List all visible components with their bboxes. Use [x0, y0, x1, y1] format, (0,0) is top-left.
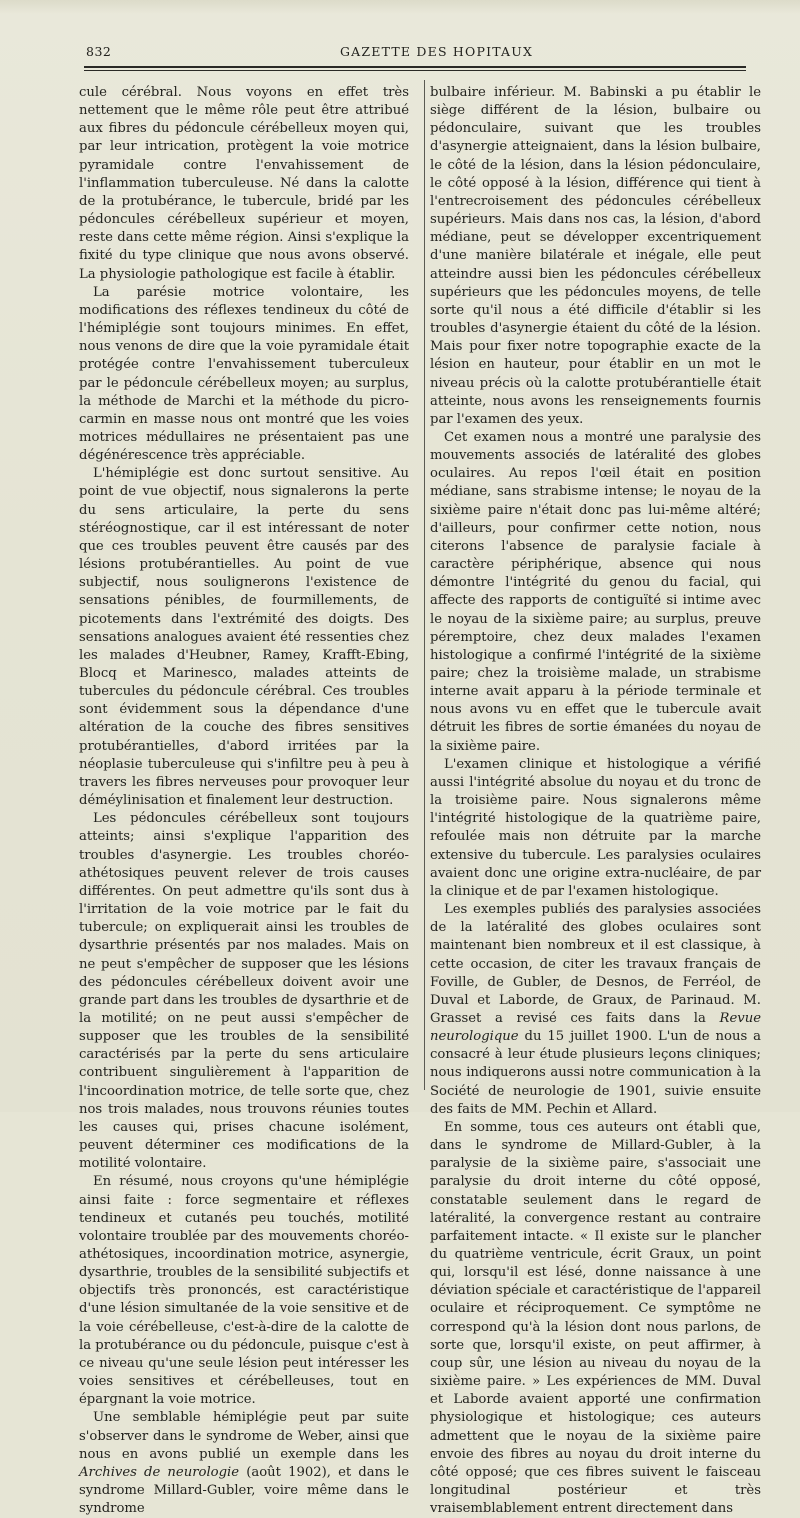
right-column	[430, 84, 761, 1518]
journal-title: Archives de neurologie	[79, 1464, 240, 1480]
paragraph: L'examen clinique et histologique a vérifié aussi l'intégrité absolue du noyau et du tronc de la troisième paire. Nous signalerons même l'intégrité histologique de la quatrième paire, refoulée mais non détruite par la marche extensive du tubercule. Les paralysies oculaires avaient donc une origine extra-nucléaire, de par la clinique et de par l'examen histologique.	[430, 756, 761, 899]
text-run: Les exemples publiés des paralysies associées de la latéralité des globes oculaires sont maintenant bien nombreux et il est classique, à cette occasion, de citer les travaux français de Foville, de Gubler, de Desnos, de Ferréol, de Duval et Laborde, de Graux, de Parinaud. M. Grasset a revisé ces faits dans la	[430, 902, 761, 1026]
paragraph: En somme, tous ces auteurs ont établi que, dans le syndrome de Millard-Gubler, à la paralysie de la sixième paire, s'associait une paralysie du droit interne du côté opposé, constatable seulement dans le regard de latéralité, la convergence restant au contraire parfaitement intacte. « Il existe sur le plancher du quatrième ventricule, écrit Graux, un point qui, lorsqu'il est lésé, donne naissance à une déviation spéciale et caractéristique de l'appareil oculaire et réciproquement. Ce symptôme ne correspond qu'à la lésion dont nous parlons, de sorte que, lorsqu'il existe, on peut affirmer, à coup sûr, une lésion au niveau du noyau de la sixième paire. » Les expériences de MM. Duval et Laborde avaient apporté une confirmation physiologique et histologique; ces auteurs admettent que le noyau de la sixième paire envoie des fibres au noyau du droit interne du côté opposé; que ces fibres suivent le faisceau longitudinal postérieur et très vraisemblablement entrent directement dans	[430, 1119, 761, 1517]
text-run: du 15 juillet 1900. L'un de nous a consacré à leur étude plusieurs leçons cliniques; nous indiquerons aussi notre communication à la Société de neurologie de 1901, suivie ensuite des faits de MM. Pechin et Allard.	[430, 1029, 761, 1117]
paragraph-with-citation	[430, 901, 761, 1119]
header-rule-thick	[84, 66, 746, 68]
paragraph-with-citation	[79, 1409, 409, 1518]
page-top-edge	[0, 0, 800, 14]
paragraph: En résumé, nous croyons qu'une hémiplégie ainsi faite : force segmentaire et réflexes tendineux et cutanés peu touchés, motilité volontaire troublée par des mouvements choréo-athétosiques, incoordination motrice, asynergie, dysarthrie, troubles de la sensibilité subjectifs et objectifs très prononcés, est caractéristique d'une lésion simultanée de la voie sensitive et de la voie cérébelleuse, c'est-à-dire de la calotte de la protubérance ou du pédoncule, puisque c'est à ce niveau qu'une seule lésion peut intéresser les voies sensitives et cérébelleuses, tout en épargnant la voie motrice.	[79, 1174, 409, 1408]
text-run: (août 1902), et dans le syndrome Millard-Gubler, voire même dans le syndrome	[79, 1464, 410, 1517]
paragraph: La parésie motrice volontaire, les modifications des réflexes tendineux du côté de l'hémiplégie sont toujours minimes. En effet, nous venons de dire que la voie pyramidale était protégée contre l'envahissement tuberculeux par le pédoncule cérébelleux moyen; au surplus, la méthode de Marchi et la méthode du picro-carmin en masse nous ont montré que les voies motrices médullaires ne présentaient pas une dégénérescence très appréciable.	[79, 284, 409, 464]
paragraph: Les pédoncules cérébelleux sont toujours atteints; ainsi s'explique l'apparition des troubles d'asynergie. Les troubles choréo-athétosiques peuvent relever de trois causes différentes. On peut admettre qu'ils sont dus à l'irritation de la voie motrice par le fait du tubercule; on expliquerait ainsi les troubles de dysarthrie présentés par nos malades. Mais on ne peut s'empêcher de supposer que les lésions des pédoncules cérébelleux doivent avoir une grande part dans les troubles de dysarthrie et de la motilité; on ne peut aussi s'empêcher de supposer que les troubles de la sensibilité caractérisés par la perte du sens articulaire contribuent singulièrement à l'apparition de l'incoordination motrice, de telle sorte que, chez nos trois malades, nous trouvons réunies toutes les causes qui, prises chacune isolément, peuvent déterminer ces modifications de la motilité volontaire.	[79, 811, 409, 1172]
page-number: 832	[86, 44, 112, 59]
column-divider	[424, 80, 425, 1090]
paragraph: Cet examen nous a montré une paralysie des mouvements associés de latéralité des globes oculaires. Au repos l'œil était en position médiane, sans strabisme intense; le noyau de la sixième paire n'était donc pas lui-même altéré; d'ailleurs, pour confirmer cette notion, nous citerons l'absence de paralysie faciale à caractère périphérique, absence qui nous démontre l'intégrité du genou du facial, qui affecte des rapports de contiguïté si intime avec le noyau de la sixième paire; au surplus, preuve péremptoire, chez deux malades l'examen histologique a confirmé l'intégrité de la sixième paire; chez la troisième malade, un strabisme interne avait apparu à la période terminale et nous avons vu en effet que le tubercule avait détruit les fibres de sortie émanées du noyau de la sixième paire.	[430, 429, 761, 754]
paragraph: bulbaire inférieur. M. Babinski a pu établir le siège différent de la lésion, bulbaire ou pédonculaire, suivant que les troubles d'asynergie atteignaient, dans la lésion bulbaire, le côté de la lésion, dans la lésion pédonculaire, le côté opposé à la lésion, différence qui tient à l'entrecroisement des pédoncules cérébelleux supérieurs. Mais dans nos cas, la lésion, d'abord médiane, peut se développer excentriquement d'une manière bilatérale et inégale, elle peut atteindre aussi bien les pédoncules cérébelleux supérieurs que les pédoncules moyens, de telle sorte qu'il nous a été difficile d'établir si les troubles d'asynergie étaient du côté de la lésion. Mais pour fixer notre topographie exacte de la lésion en hauteur, pour établir en un mot le niveau précis où la calotte protubérantielle était atteinte, nous avons les renseignements fournis par l'examen des yeux.	[430, 85, 761, 427]
header-rule-thin	[84, 70, 746, 71]
left-column	[79, 84, 409, 1518]
text-run: Une semblable hémiplégie peut par suite s'observer dans le syndrome de Weber, ainsi que nous en avons publié un exemple dans les	[79, 1410, 409, 1462]
paragraph: cule cérébral. Nous voyons en effet très nettement que le même rôle peut être attribué aux fibres du pédoncule cérébelleux moyen qui, par leur intrication, protègent la voie motrice pyramidale contre l'envahissement de l'inflammation tuberculeuse. Né dans la calotte de la protubérance, le tubercule, bridé par les pédoncules cérébelleux supérieur et moyen, reste dans cette même région. Ainsi s'explique la fixité du type clinique que nous avons observé. La physiologie pathologique est facile à établir.	[79, 85, 409, 282]
running-head: GAZETTE DES HOPITAUX	[340, 44, 534, 59]
paragraph: L'hémiplégie est donc surtout sensitive. Au point de vue objectif, nous signalerons la perte du sens articulaire, la perte du sens stéréognostique, car il est intéressant de noter que ces troubles peuvent être causés par des lésions protubérantielles. Au point de vue subjectif, nous soulignerons l'existence de sensations pénibles, de fourmillements, de picotements dans l'extrémité des doigts. Des sensations analogues avaient été ressenties chez les malades d'Heubner, Ramey, Krafft-Ebing, Blocq et Marinesco, malades atteints de tubercules du pédoncule cérébral. Ces troubles sont évidemment sous la dépendance d'une altération de la couche des fibres sensitives protubérantielles, d'abord irritées par la néoplasie tuberculeuse qui s'infiltre peu à peu à travers les fibres nerveuses pour provoquer leur déméylinisation et finalement leur destruction.	[79, 466, 409, 809]
journal-title: Revue neurologique	[430, 1010, 761, 1045]
